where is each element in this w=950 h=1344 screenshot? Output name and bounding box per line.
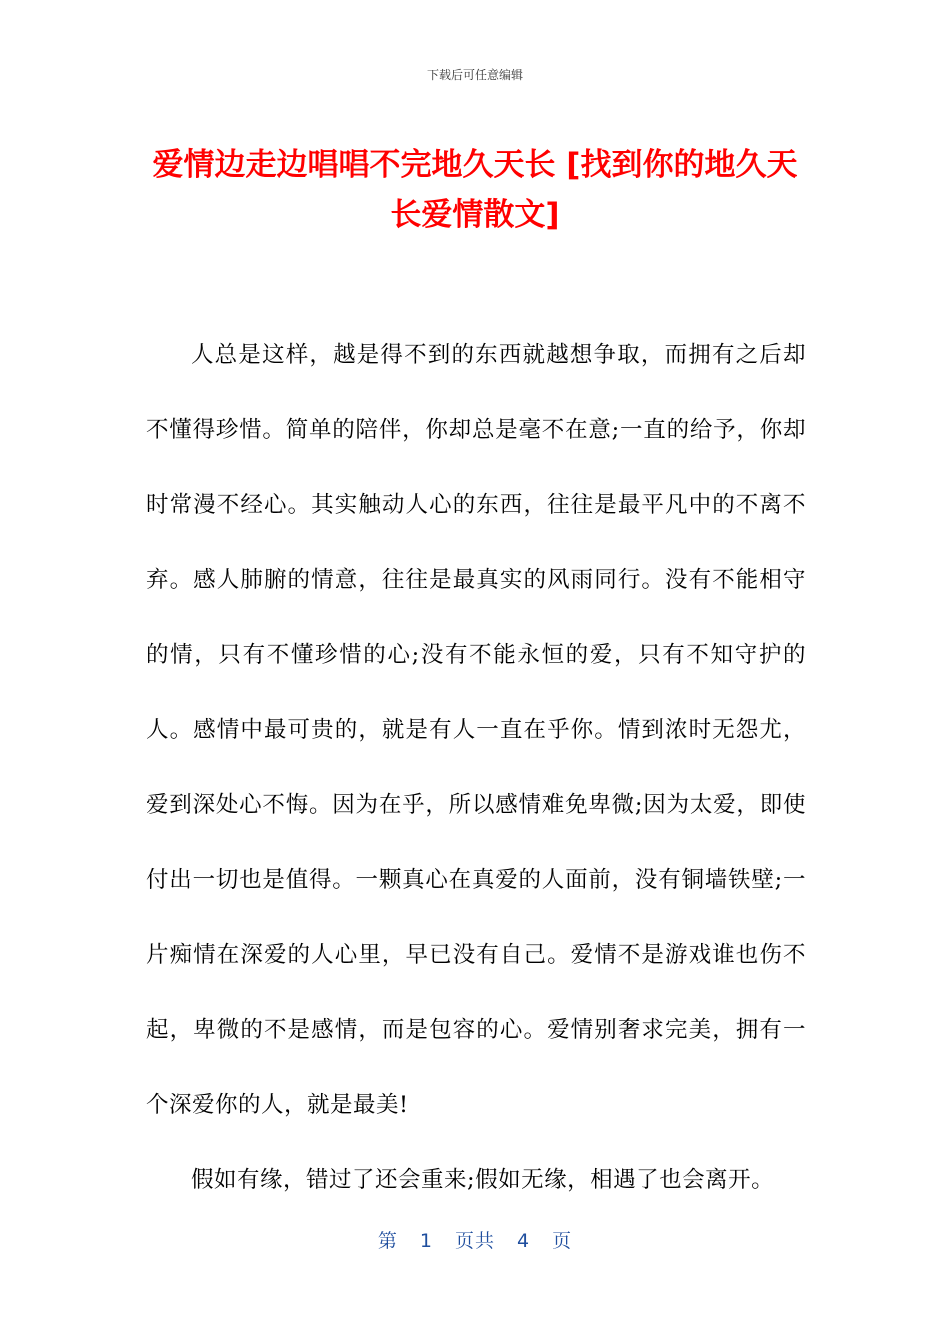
- page-suffix: 页: [552, 1230, 573, 1252]
- document-body: [146, 318, 806, 1218]
- page-total: 4: [517, 1230, 531, 1252]
- page-prefix: 第: [377, 1230, 398, 1252]
- page-footer: [0, 1226, 950, 1253]
- page-number: 1: [419, 1230, 433, 1252]
- document-title: 爱情边走边唱唱不完地久天长 [找到你的地久天长爱情散文]: [152, 147, 798, 233]
- page-mid: 页共: [454, 1230, 495, 1252]
- paragraph-2: 假如有缘，错过了还会重来;假如无缘，相遇了也会离开。: [191, 1167, 775, 1193]
- paragraph-1: 人总是这样，越是得不到的东西就越想争取，而拥有之后却不懂得珍惜。简单的陪伴，你却总是毫不在意;一直的给予，你却时常漫不经心。其实触动人心的东西，往往是最平凡中的不离不弃。感人肺腑的情意，往往是最真实的风雨同行。没有不能相守的情，只有不懂珍惜的心;没有不能永恒的爱，只有不知守护的人。感情中最可贵的，就是有人一直在乎你。情到浓时无怨尤，爱到深处心不悔。因为在乎，所以感情难免卑微;因为太爱，即使付出一切也是值得。一颗真心在真爱的人面前，没有铜墙铁壁;一片痴情在深爱的人心里，早已没有自己。爱情不是游戏谁也伤不起，卑微的不是感情，而是包容的心。爱情别奢求完美，拥有一个深爱你的人，就是最美!: [146, 342, 806, 1118]
- header-note: 下载后可任意编辑: [426, 68, 523, 82]
